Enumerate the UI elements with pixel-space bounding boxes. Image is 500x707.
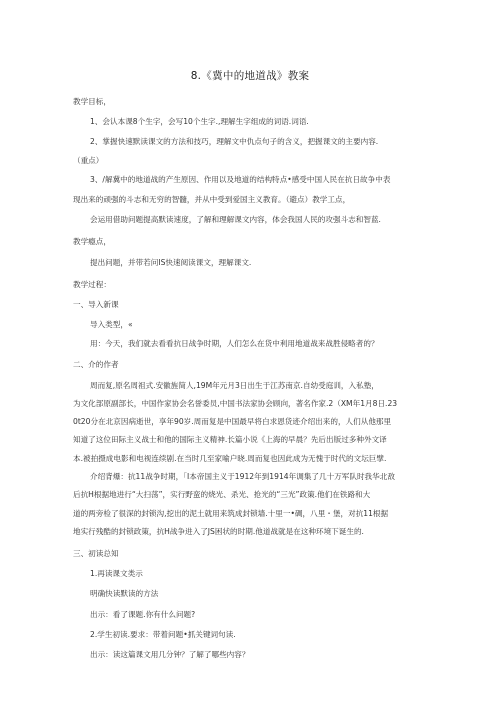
- background-para-1: 介绍背爆：抗11战争时期，「I本帝国主义于1912年到1914年调集了几十万军队时我华北敌: [90, 472, 395, 481]
- intro-text: 用：今天，我们就去看看抗日战争时期，人们怎么在货中利用地道战来战胜侵略者的？: [90, 339, 379, 348]
- step-2-prompt: 出示：读这篇课文用几分钟？了解了哪些内容？: [90, 650, 250, 659]
- section-3-heading: 三、初读总知: [73, 549, 119, 558]
- teaching-focus-text: 会运用借助问题提高默读速度，了解和理解课文内容，体会我国人民的攻强斗志和智蓝.: [90, 215, 381, 224]
- goal-1: 1、会认本课8个生字，会写10个生字.,理解生字组成的词语.词语.: [90, 117, 309, 126]
- step-2: 2.学生初读.要求：带着问题•抓关键词句读.: [90, 630, 236, 639]
- teaching-difficulty-heading: 教学瘾点，: [73, 237, 111, 246]
- section-1-heading: 一、导入新课: [73, 300, 119, 309]
- goal-3: 3、/解冀中的地道战的产生原因、作用以及地道的结构特点•感受中国人民在抗日故争中表: [90, 175, 391, 184]
- section-2-heading: 二、介的作者: [73, 360, 119, 369]
- goal-2: 2、掌握快速默读课文的方法和技巧，理解文中仇点句子的含义，把握课文的主要内容.: [90, 137, 379, 146]
- step-1-method: 明确快读默读的方法: [90, 589, 159, 598]
- author-para-1: 周而复,原名周祖式.安徽旌简人,19M年元月3日出生于江苏南京.自幼受庭训，入私塾，: [90, 381, 379, 390]
- goal-2-cont: （重点）: [73, 156, 104, 165]
- author-para-2: 为文化部原副部长，中国作家协会名誉委员,中国书法家协会顾向，著名作家.2（XM年1月8日.23: [73, 399, 398, 408]
- author-para-4: 知道了这位田际主义战士和他的国际主义精神.长篇小说《上海的早晨？先后出版过多种外文译: [73, 435, 387, 444]
- document-title: 8.《冀中的地道战》教案: [190, 70, 310, 82]
- author-para-5: 本.被拍摄成电影和电视连续剧.在当时几至家喻户晓.周而复也因此成为无愧于时代的文坛巨擘.: [73, 454, 387, 463]
- teaching-goals-heading: 教学目标，: [73, 97, 111, 106]
- author-para-3: 0t20分在北京因病逝世，享年90岁.周而复是中国最早将白求恩货迹介绍出来的，人们从他那里: [73, 417, 392, 426]
- teaching-difficulty-text: 提出问题，并带若问IS快速阅读课文，理解课文.: [90, 258, 252, 267]
- background-para-3: 道的两旁检了很深的封锁沟,挖出的泥土就用来筑成封锁墙.十里一•碉，八里・堡，对抗11根据: [73, 509, 389, 518]
- background-para-2: 后抗H根据地进行“大扫荡”，实行野蛮的烧光、杀光、抢光的“三光”政策.他们在铁路和大: [73, 490, 371, 499]
- step-1-prompt: 出示：看了课题.你有什么问题?: [90, 610, 196, 619]
- intro-type: 导入类型，«: [90, 320, 133, 329]
- teaching-process-heading: 教学过程：: [73, 280, 111, 289]
- step-1: 1.再读课文类示: [90, 569, 143, 578]
- goal-3-cont: 现出来的顽强的斗志和无穷的智髓，并从中受到爱国主义教育。（避点）教学工点，: [73, 195, 351, 204]
- background-para-4: 地实行残酷的封锁政策，抗H战争进入了JS困状的时期.他道战就是在这种环境下诞生的.: [73, 527, 364, 536]
